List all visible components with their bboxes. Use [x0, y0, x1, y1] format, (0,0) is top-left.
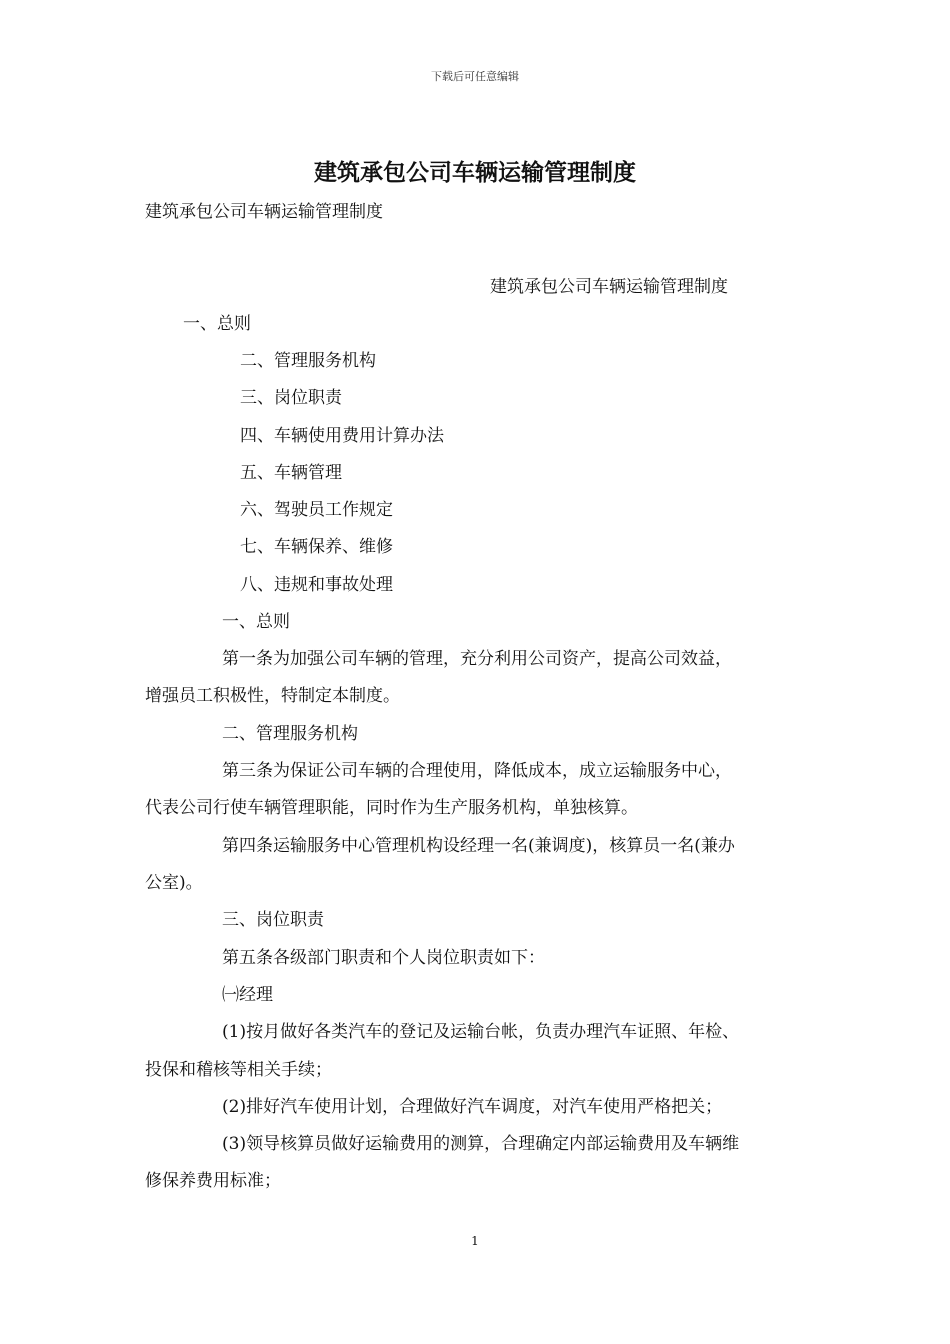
header-note: 下载后可任意编辑 — [431, 70, 519, 83]
body-paragraph-line: (1)按月做好各类汽车的登记及运输台帐，负责办理汽车证照、年检、 — [222, 1022, 740, 1042]
body-paragraph-line: 代表公司行使车辆管理职能，同时作为生产服务机构，单独核算。 — [145, 798, 638, 818]
section-heading: 三、岗位职责 — [222, 910, 324, 930]
document-subtitle: 建筑承包公司车辆运输管理制度 — [145, 202, 383, 222]
body-paragraph-line: 第四条运输服务中心管理机构设经理一名(兼调度)，核算员一名(兼办 — [222, 836, 735, 856]
body-paragraph-line: 增强员工积极性，特制定本制度。 — [145, 686, 400, 706]
document-title: 建筑承包公司车辆运输管理制度 — [314, 160, 636, 186]
toc-item: 三、岗位职责 — [240, 388, 342, 408]
toc-item: 七、车辆保养、维修 — [240, 537, 393, 557]
toc-item: 四、车辆使用费用计算办法 — [240, 426, 444, 446]
body-paragraph-line: 第三条为保证公司车辆的合理使用，降低成本，成立运输服务中心， — [222, 761, 732, 781]
toc-item: 六、驾驶员工作规定 — [240, 500, 393, 520]
toc-item: 八、违规和事故处理 — [240, 575, 393, 595]
toc-item: 二、管理服务机构 — [240, 351, 376, 371]
section-heading: 二、管理服务机构 — [222, 724, 358, 744]
toc-item: 一、总则 — [183, 314, 251, 334]
section-heading: 一、总则 — [222, 612, 290, 632]
body-paragraph-line: 修保养费用标准； — [145, 1171, 281, 1191]
body-paragraph-line: 第五条各级部门职责和个人岗位职责如下： — [222, 948, 545, 968]
body-paragraph-line: (3)领导核算员做好运输费用的测算，合理确定内部运输费用及车辆维 — [222, 1134, 740, 1154]
page-number: 1 — [471, 1234, 479, 1248]
body-paragraph-line: (2)排好汽车使用计划，合理做好汽车调度，对汽车使用严格把关； — [222, 1097, 723, 1117]
body-paragraph-line: 公室)。 — [145, 873, 203, 893]
body-paragraph-line: 投保和稽核等相关手续； — [145, 1060, 332, 1080]
toc-item: 五、车辆管理 — [240, 463, 342, 483]
toc-heading: 建筑承包公司车辆运输管理制度 — [490, 277, 728, 297]
sub-heading: ㈠经理 — [222, 985, 273, 1005]
body-paragraph-line: 第一条为加强公司车辆的管理，充分利用公司资产，提高公司效益， — [222, 649, 732, 669]
